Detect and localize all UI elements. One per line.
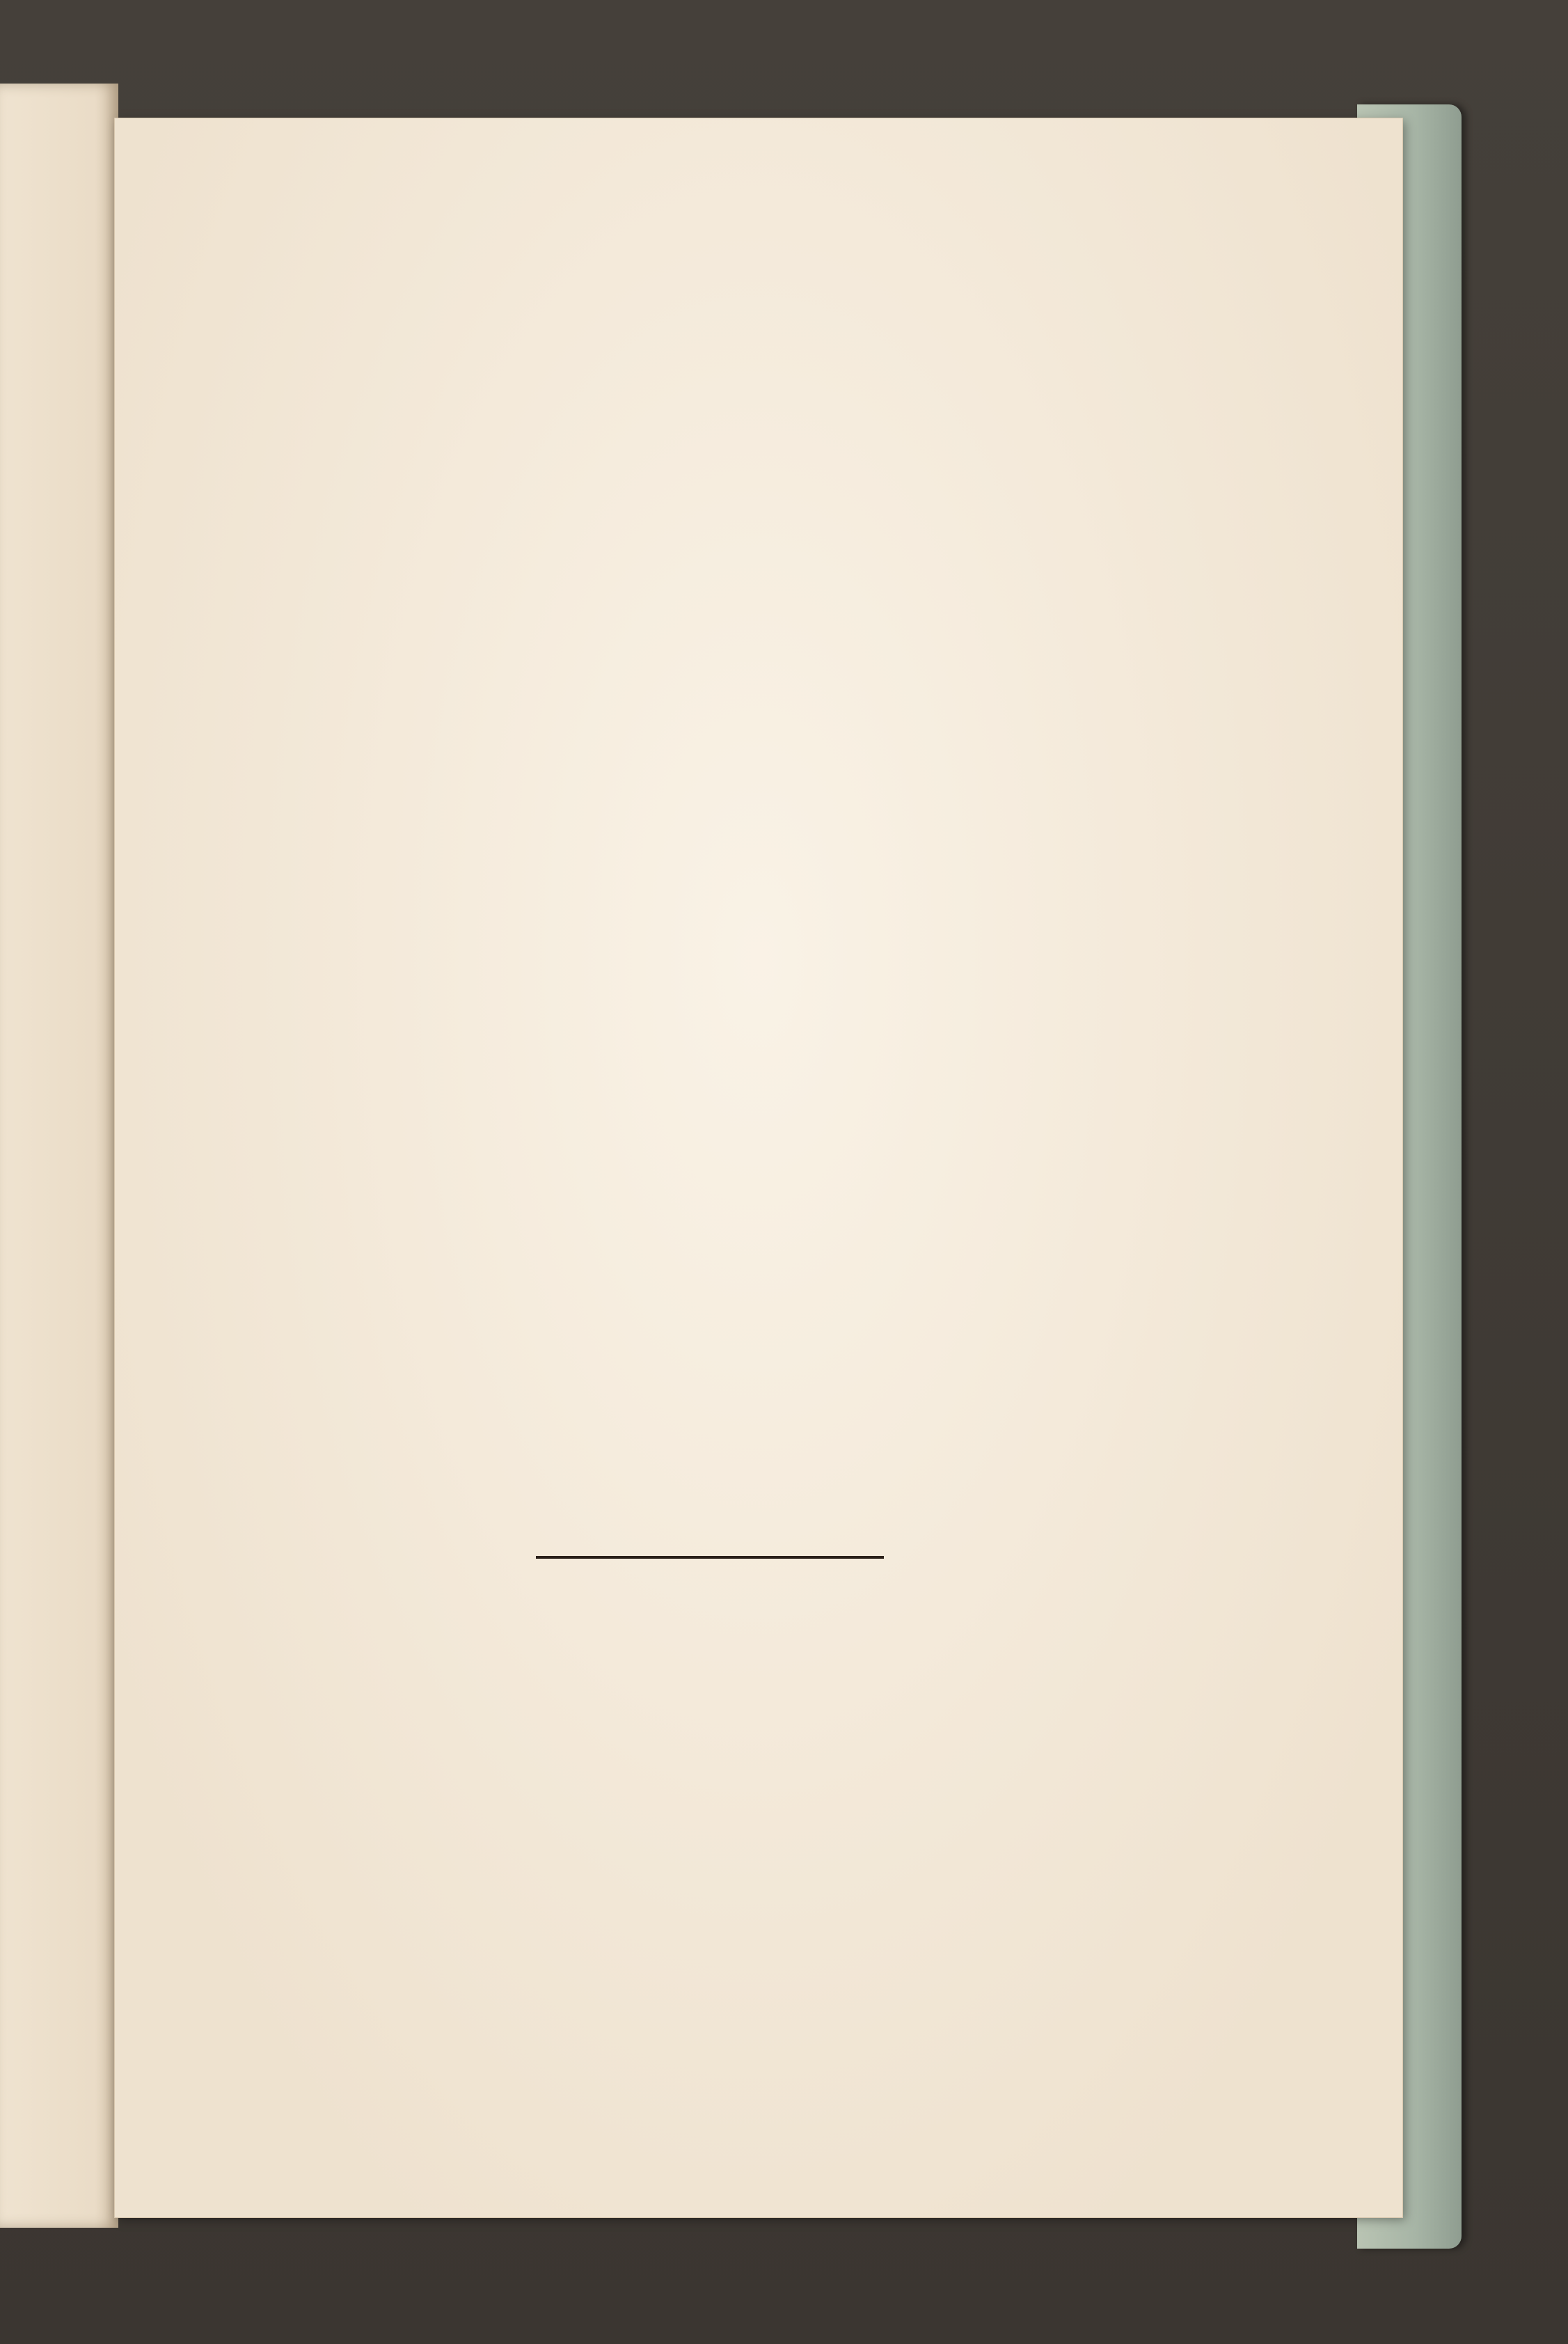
previous-page-edge [0,84,118,2228]
book-page [115,118,1402,2217]
end-rule [536,1556,884,1559]
